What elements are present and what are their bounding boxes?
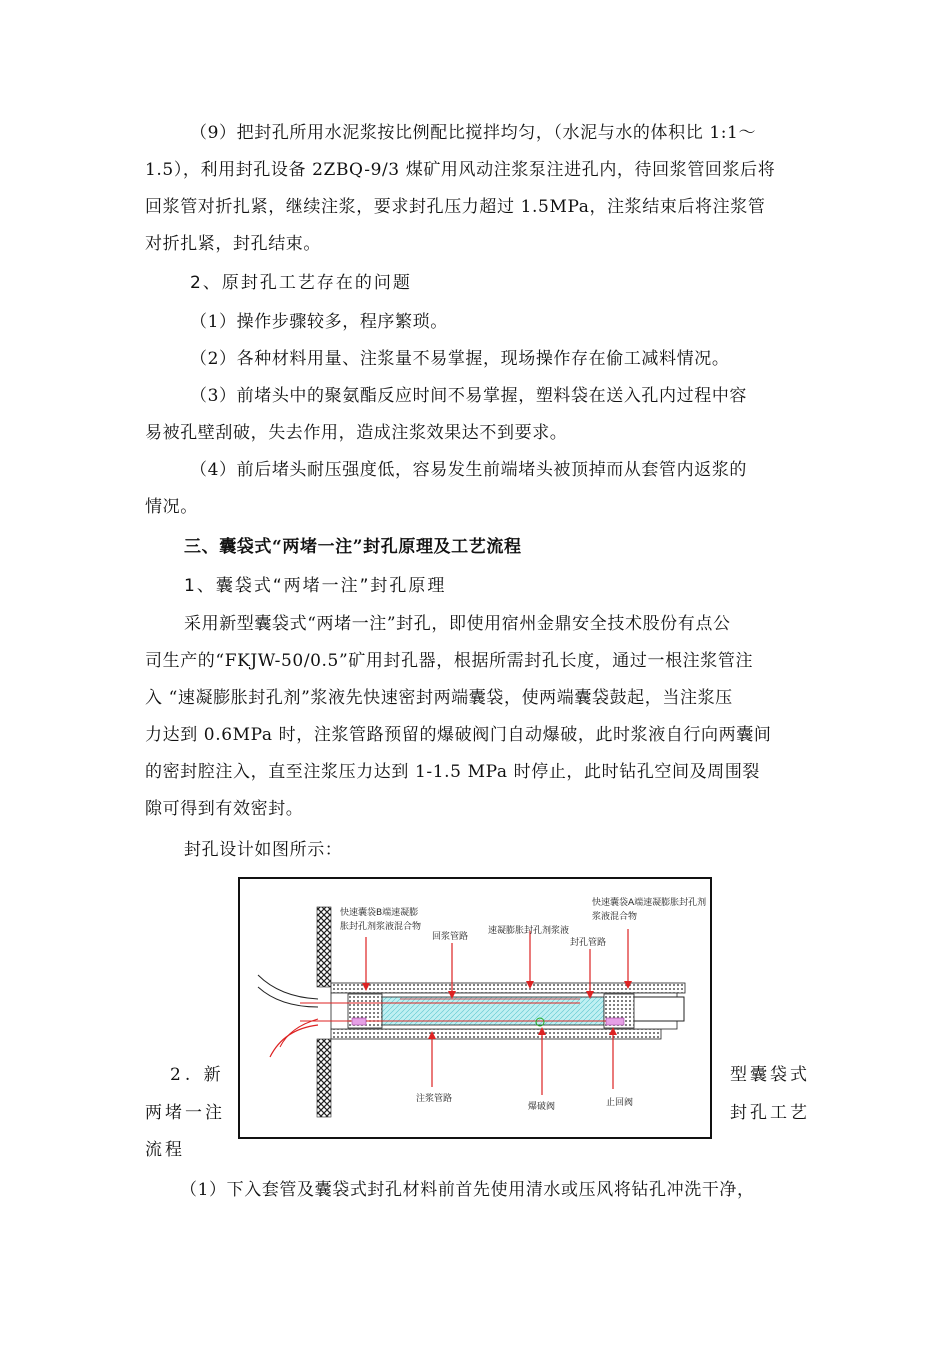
sealing-design-figure — [238, 877, 712, 1139]
principle-line-3: 入 “速凝膨胀封孔剂”浆液先快速密封两端囊袋，使两端囊袋鼓起，当注浆压 — [145, 688, 733, 708]
label-bag-a: 快速囊袋A端速凝膨胀封孔剂 — [592, 898, 707, 908]
principle-line-5: 的密封腔注入，直至注浆压力达到 1-1.5 MPa 时停止，此时钻孔空间及周围裂 — [145, 762, 761, 782]
principle-line-6: 隙可得到有效密封。 — [145, 799, 304, 819]
label-burst-valve: 爆破阀 — [528, 1102, 556, 1112]
heading-2-right-b: 封孔工艺 — [730, 1103, 810, 1123]
valve-left — [352, 1018, 366, 1025]
para-9-line-1: （9）把封孔所用水泥浆按比例配比搅拌均匀，（水泥与水的体积比 1:1～ — [190, 123, 757, 143]
label-inject-pipe: 注浆管路 — [416, 1094, 453, 1104]
strata-upper — [331, 983, 685, 993]
rock-wall-lower — [317, 1039, 331, 1117]
heading-3-1: 1、囊袋式“两堵一注”封孔原理 — [184, 576, 447, 596]
hose-2 — [258, 987, 318, 1007]
sealing-diagram — [240, 879, 710, 1137]
problem-4-line-1: （4）前后堵头耐压强度低，容易发生前端堵头被顶掉而从套管内返浆的 — [190, 460, 748, 480]
problem-1: （1）操作步骤较多，程序繁琐。 — [190, 312, 448, 332]
problem-2: （2）各种材料用量、注浆量不易掌握，现场操作存在偷工减料情况。 — [190, 349, 730, 369]
heading-2-left-b: 两堵一注 — [145, 1103, 225, 1123]
label-bag-a-2: 浆液混合物 — [592, 912, 638, 922]
label-mid-slurry: 速凝膨胀封孔剂浆液 — [488, 926, 570, 936]
heading-2-right-a: 型囊袋式 — [730, 1065, 810, 1085]
label-check-valve: 止回阀 — [606, 1098, 634, 1108]
rock-wall-upper — [317, 907, 331, 987]
check-valve — [606, 1018, 624, 1025]
section-3-heading: 三、囊袋式“两堵一注”封孔原理及工艺流程 — [184, 537, 522, 557]
hose-1 — [258, 975, 318, 999]
label-seal-pipe: 封孔管路 — [570, 938, 607, 948]
label-bag-b-2: 胀封孔剂浆液混合物 — [340, 922, 422, 932]
problem-3-line-2: 易被孔壁刮破，失去作用，造成注浆效果达不到要求。 — [145, 423, 568, 443]
problem-3-line-1: （3）前堵头中的聚氨酯反应时间不易掌握，塑料袋在送入孔内过程中容 — [190, 386, 748, 406]
para-9-line-2: 1.5），利用封孔设备 2ZBQ-9/3 煤矿用风动注浆泵注进孔内，待回浆管回浆后将 — [145, 160, 776, 180]
label-return-pipe: 回浆管路 — [432, 932, 469, 942]
heading-2-left-a: 2. 新 — [170, 1065, 225, 1085]
para-9-line-3: 回浆管对折扎紧，继续注浆，要求封孔压力超过 1.5MPa，注浆结束后将注浆管 — [145, 197, 766, 217]
hose-4 — [280, 1019, 318, 1047]
heading-2-left-c: 流程 — [145, 1140, 185, 1160]
casing-end — [632, 997, 684, 1021]
principle-line-4: 力达到 0.6MPa 时，注浆管路预留的爆破阀门自动爆破，此时浆液自行向两囊间 — [145, 725, 772, 745]
process-step-1: （1）下入套管及囊袋式封孔材料前首先使用清水或压风将钻孔冲洗干净， — [180, 1180, 755, 1200]
problem-4-line-2: 情况。 — [145, 497, 198, 517]
principle-line-1: 采用新型囊袋式“两堵一注”封孔，即使用宿州金鼎安全技术股份有点公 — [184, 614, 731, 634]
principle-line-2: 司生产的“FKJW-50/0.5”矿用封孔器，根据所需封孔长度，通过一根注浆管注 — [145, 651, 754, 671]
figure-intro: 封孔设计如图所示： — [184, 840, 343, 860]
heading-2-problems: 2、原封孔工艺存在的问题 — [190, 273, 412, 293]
label-bag-b: 快速囊袋B端速凝膨 — [340, 908, 419, 918]
para-9-line-4: 对折扎紧，封孔结束。 — [145, 234, 321, 254]
